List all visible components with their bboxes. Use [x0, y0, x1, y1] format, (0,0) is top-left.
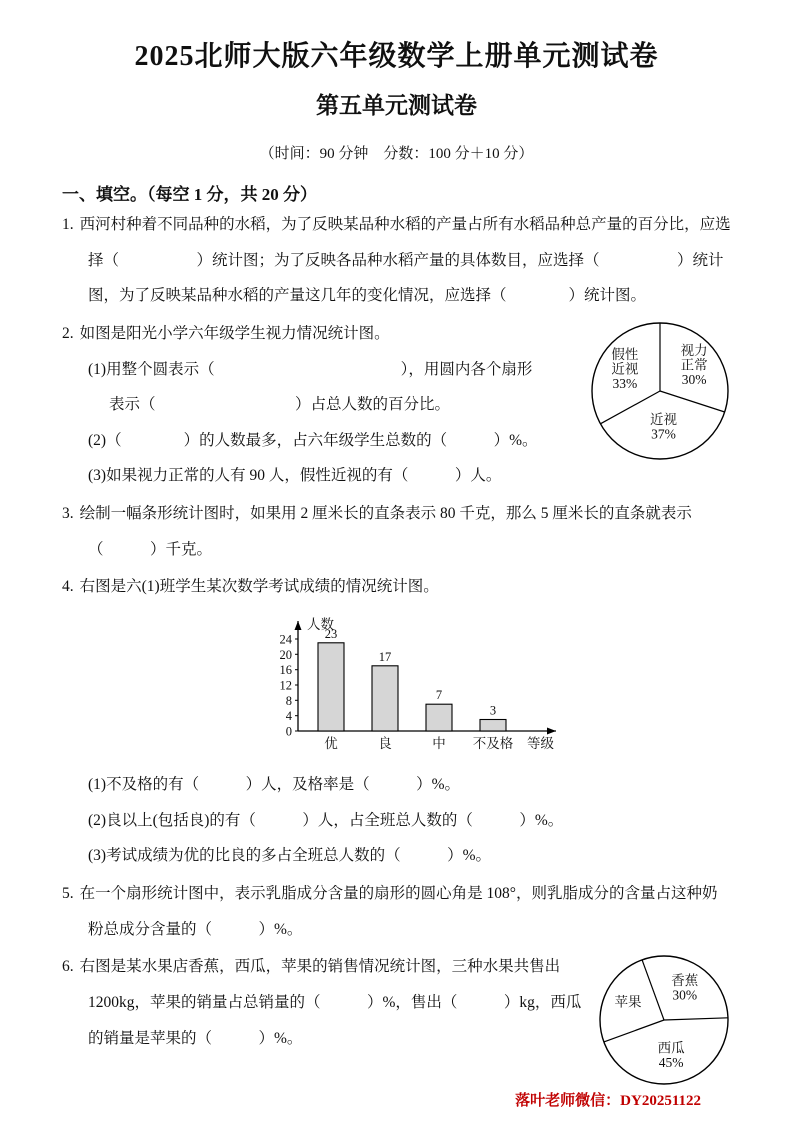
vision-pie-chart [589, 320, 731, 462]
question-5-text: 在一个扇形统计图中，表示乳脂成分含量的扇形的圆心角是 108°，则乳脂成分的含量占这种奶粉总成分含量的（ ）%。 [79, 884, 718, 938]
pie-slice-label: 30% [672, 987, 698, 1003]
pie-slice-label: 西瓜 [657, 1040, 685, 1056]
question-4 [62, 569, 731, 874]
question-1-text: 西河村种着不同品种的水稻，为了反映某品种水稻的产量占所有水稻品种总产量的百分比，应选择（ ）统计图；为了反映各品种水稻产量的具体数目，应选择（ ）统计图，为了反映某品种水稻的产量这几年的变化情况，应选择（ ）统计图。 [79, 216, 731, 305]
bar-value-label: 17 [378, 649, 392, 664]
question-2-item-1-cont: 表示（ ）占总人数的百分比。 [109, 396, 451, 414]
bar-value-label: 7 [435, 688, 443, 703]
bar [318, 643, 344, 731]
fruit-pie-svg [597, 953, 731, 1087]
question-2 [62, 316, 731, 494]
fruit-pie-chart [597, 953, 731, 1087]
bar-ylabel: 人数 [307, 617, 334, 633]
question-6-text-column [62, 949, 591, 1056]
bar-xlabel: 等级 [527, 736, 554, 752]
section-1-heading: 一、填空。（每空 1 分，共 20 分） [62, 185, 317, 204]
question-3-text: 绘制一幅条形统计图时，如果用 2 厘米长的直条表示 80 千克，那么 5 厘米长的直条就表示（ ）千克。 [79, 505, 692, 558]
bar-category-label: 优 [324, 736, 338, 752]
question-6-text: 右图是某水果店香蕉，西瓜，苹果的销售情况统计图，三种水果共售出 1200kg，苹果的销量占总销量的（ ）%，售出（ ）kg，西瓜的销量是苹果的（ ）%。 [79, 958, 582, 1047]
bar-category-label: 不及格 [472, 736, 514, 752]
pie-slice-label: 30% [681, 371, 707, 387]
pie-slice-label: 正常 [680, 357, 708, 373]
question-2-item-2: (2)（ ）的人数最多，占六年级学生总数的（ ）%。 [88, 431, 538, 449]
pie-slice-label: 45% [658, 1055, 684, 1071]
question-2-item-3: (3)如果视力正常的人有 90 人，假性近视的有（ ）人。 [88, 467, 502, 485]
y-tick-label: 12 [279, 678, 292, 693]
pie-slice-label: 近视 [611, 361, 639, 377]
y-tick-label: 0 [285, 724, 292, 739]
question-4-intro: 右图是六(1)班学生某次数学考试成绩的情况统计图。 [79, 578, 439, 596]
question-1-number: 1. [62, 216, 74, 233]
question-3 [62, 496, 731, 567]
bar-value-label: 3 [489, 703, 497, 718]
question-2-intro: 如图是阳光小学六年级学生视力情况统计图。 [79, 324, 390, 342]
y-tick-label: 24 [279, 632, 292, 647]
bar [480, 720, 506, 732]
y-tick-label: 4 [285, 709, 292, 724]
question-4-item-3: (3)考试成绩为优的比良的多占全班总人数的（ ）%。 [88, 847, 491, 865]
page-title: 2025北师大版六年级数学上册单元测试卷 [134, 41, 659, 72]
question-6 [62, 949, 731, 1087]
bar-category-label: 中 [432, 736, 446, 752]
bar [426, 704, 452, 731]
question-4-item-2: (2)良以上(包括良)的有（ ）人，占全班总人数的（ ）%。 [88, 811, 564, 829]
question-2-text-column [62, 316, 583, 494]
y-tick-label: 16 [279, 663, 292, 678]
question-5 [62, 876, 731, 947]
score-bar-chart [252, 607, 731, 765]
vision-pie-svg [589, 320, 731, 462]
exam-info: （时间：90 分钟 分数：100 分＋10 分） [259, 146, 534, 162]
bar-value-label: 23 [324, 626, 338, 641]
footer-credit: 落叶老师微信：DY20251122 [515, 1093, 701, 1109]
bar [372, 666, 398, 731]
y-tick-label: 8 [285, 693, 292, 708]
score-bar-svg [252, 607, 582, 765]
question-6-number: 6. [62, 958, 74, 976]
pie-slice-label: 视力 [680, 342, 708, 358]
question-1 [62, 207, 731, 314]
bar-category-label: 良 [378, 736, 392, 752]
question-4-number: 4. [62, 578, 74, 596]
question-5-number: 5. [62, 884, 74, 902]
pie-slice-label: 香蕉 [671, 973, 699, 989]
question-2-item-1: (1)用整个圆表示（ ），用圆内各个扇形 [88, 360, 533, 378]
pie-slice-label: 近视 [650, 412, 677, 428]
pie-slice-label: 苹果 [614, 994, 642, 1010]
pie-slice-label: 33% [612, 375, 638, 391]
question-4-item-1: (1)不及格的有（ ）人，及格率是（ ）%。 [88, 776, 460, 794]
pie-slice-label: 37% [651, 426, 676, 442]
page-subtitle: 第五单元测试卷 [316, 93, 477, 118]
x-axis-arrow [547, 728, 556, 735]
y-tick-label: 20 [279, 647, 292, 662]
y-axis-arrow [295, 621, 302, 630]
question-2-number: 2. [62, 324, 74, 342]
question-3-number: 3. [62, 505, 74, 523]
pie-slice-label: 假性 [611, 346, 639, 362]
